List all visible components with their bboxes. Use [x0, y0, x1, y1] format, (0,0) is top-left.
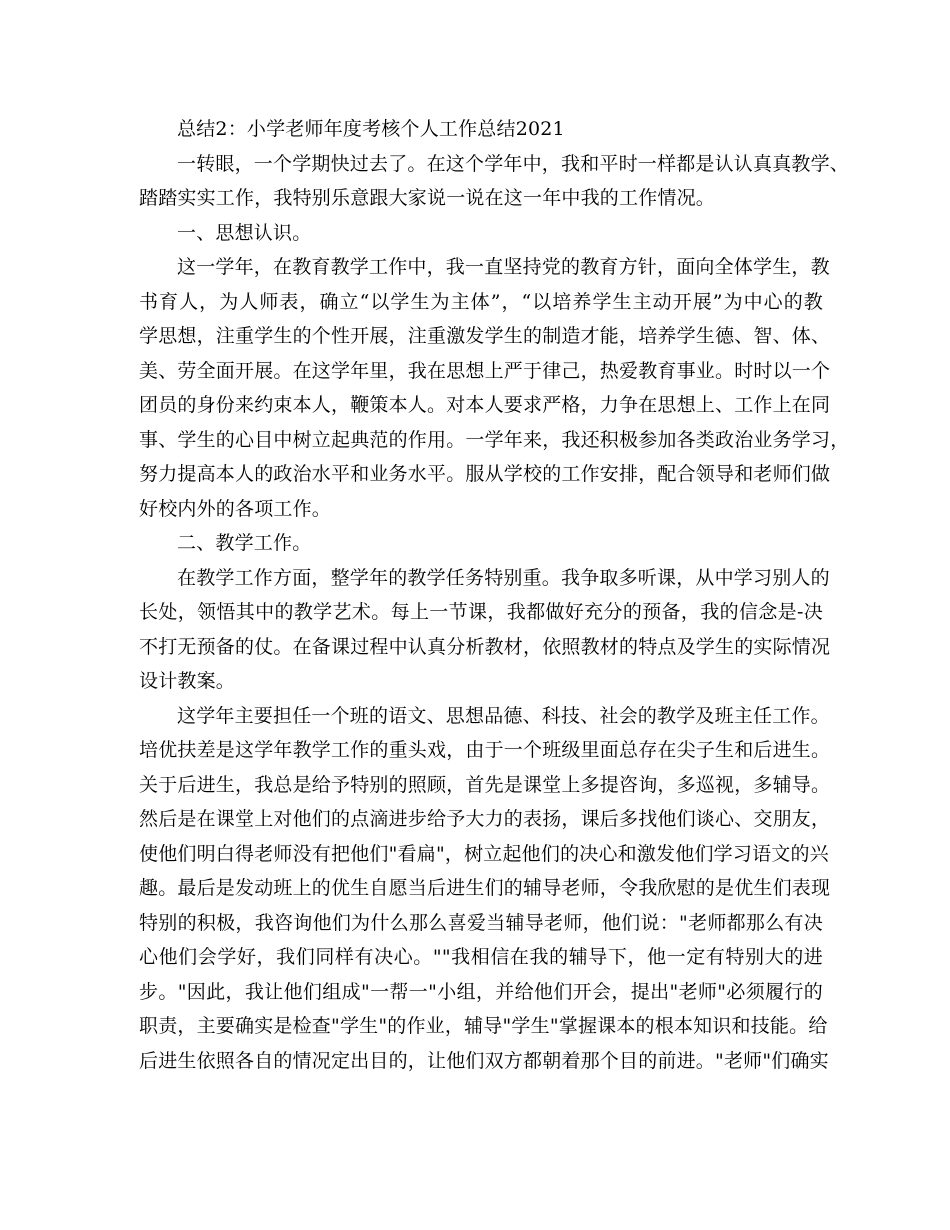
text-line: 然后是在课堂上对他们的点滴进步给予大力的表扬，课后多找他们谈心、交朋友， — [139, 808, 831, 830]
text-line: 一、思想认识。 — [177, 221, 312, 244]
text-line: 团员的身份来约束本人，鞭策本人。对本人要求严格，力争在思想上、工作上在同 — [139, 394, 831, 416]
text-line: 这学年主要担任一个班的语文、思想品德、科技、社会的教学及班主任工作。 — [177, 704, 830, 727]
text-line: 职责，主要确实是检查"学生"的作业，辅导"学生"掌握课本的根本知识和技能。给 — [139, 1015, 828, 1037]
text-line: 二、教学工作。 — [177, 532, 312, 554]
text-line: 努力提高本人的政治水平和业务水平。服从学校的工作安排，配合领导和老师们做 — [139, 463, 831, 485]
text-line: 心他们会学好，我们同样有决心。""我相信在我的辅导下，他一定有特别大的进 — [139, 946, 823, 968]
text-line: 关于后进生，我总是给予特别的照顾，首先是课堂上多提咨询，多巡视，多辅导。 — [139, 773, 831, 796]
text-line: 一转眼，一个学期快过去了。在这个学年中，我和平时一样都是认认真真教学、 — [177, 152, 850, 175]
text-line: 培优扶差是这学年教学工作的重头戏，由于一个班级里面总存在尖子生和后进生。 — [139, 739, 831, 761]
document-body — [139, 112, 850, 1078]
text-line: 后进生依照各自的情况定出目的，让他们双方都朝着那个目的前进。"老师"们确实 — [139, 1049, 829, 1072]
text-line: 好校内外的各项工作。 — [139, 497, 332, 520]
text-line: 步。"因此，我让他们组成"一帮一"小组，并给他们开会，提出"老师"必须履行的 — [139, 980, 823, 1003]
text-line: 不打无预备的仗。在备课过程中认真分析教材，依照教材的特点及学生的实际情况 — [139, 635, 831, 658]
text-line: 设计教案。 — [139, 670, 236, 692]
text-line: 事、学生的心目中树立起典范的作用。一学年来，我还积极参加各类政治业务学习， — [139, 428, 850, 451]
text-line: 长处，领悟其中的教学艺术。每上一节课，我都做好充分的预备，我的信念是-决 — [139, 601, 823, 623]
text-line: 这一学年，在教育教学工作中，我一直坚持党的教育方针，面向全体学生，教 — [177, 256, 830, 278]
text-line: 踏踏实实工作，我特别乐意跟大家说一说在这一年中我的工作情况。 — [139, 187, 716, 209]
text-line: 学思想，注重学生的个性开展，注重激发学生的制造才能，培养学生德、智、体、 — [139, 325, 831, 347]
text-line: 美、劳全面开展。在这学年里，我在思想上严于律己，热爱教育事业。时时以一个 — [139, 359, 831, 382]
text-line: 特别的积极，我咨询他们为什么那么喜爱当辅导老师，他们说："老师都那么有决 — [139, 911, 823, 934]
text-line: 使他们明白得老师没有把他们"看扁"，树立起他们的决心和激发他们学习语文的兴 — [139, 842, 829, 865]
text-line: 在教学工作方面，整学年的教学任务特别重。我争取多听课，从中学习别人的 — [177, 566, 830, 589]
document-title: 总结2：小学老师年度考核个人工作总结2021 — [177, 118, 565, 140]
text-line: 趣。最后是发动班上的优生自愿当后进生们的辅导老师，令我欣慰的是优生们表现 — [139, 877, 831, 899]
text-line: 书育人，为人师表，确立“以学生为主体”，“以培养学生主动开展”为中心的教 — [139, 290, 823, 313]
